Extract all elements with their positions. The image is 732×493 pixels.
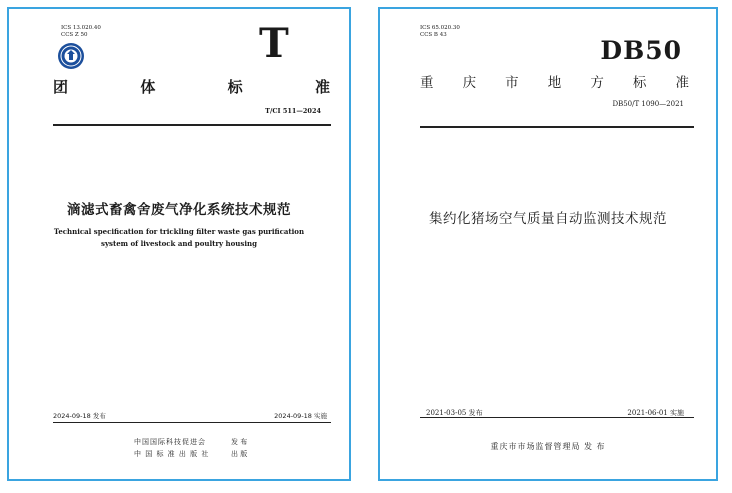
press-name: 中 国 标 准 出 版 社 [134, 450, 210, 458]
ics-code: ICS 65.020.30 [420, 25, 460, 31]
header-divider [420, 126, 694, 128]
implementation-date: 2024-09-18 实施 [274, 412, 327, 420]
issue-date: 2021-03-05 发布 [426, 409, 483, 417]
kind-char: 标 [227, 78, 244, 96]
standard-type-code: DB50 [600, 36, 682, 65]
implementation-date: 2021-06-01 实施 [627, 409, 684, 417]
kind-char: 方 [590, 75, 605, 91]
kind-char: 标 [632, 75, 648, 91]
classification-codes [420, 25, 460, 39]
kind-char: 地 [547, 75, 563, 91]
kind-char: 准 [314, 78, 331, 96]
standard-kind [420, 71, 690, 91]
kind-char: 庆 [462, 75, 478, 91]
group-standard-cover [7, 7, 351, 481]
ccs-code: CCS B 43 [420, 32, 447, 38]
header-divider [53, 124, 331, 126]
local-standard-cover [378, 7, 718, 481]
press-action: 出 版 [231, 450, 248, 458]
classification-codes [61, 25, 101, 39]
publisher-action: 发 布 [231, 438, 248, 446]
kind-char: 准 [675, 75, 690, 91]
footer-divider [420, 417, 694, 418]
standard-code: T/CI 511—2024 [265, 107, 321, 115]
document-title-en: Technical specification for trickling filter waste gas purification system of livestock and poultry housing [53, 227, 305, 248]
document-title-cn: 集约化猪场空气质量自动监测技术规范 [429, 211, 667, 227]
document-title-cn: 滴滤式畜禽舍废气净化系统技术规范 [67, 202, 291, 218]
footer-divider [53, 422, 331, 423]
standard-code: DB50/T 1090—2021 [612, 100, 684, 108]
kind-char: 团 [53, 78, 70, 96]
kind-char: 体 [140, 78, 157, 96]
publisher-name: 中国国际科技促进会 [134, 438, 206, 446]
kind-char: 市 [505, 75, 520, 91]
ccs-code: CCS Z 50 [61, 32, 88, 38]
standard-kind [53, 76, 331, 97]
standards-association-seal-icon [57, 42, 85, 70]
ics-code: ICS 13.020.40 [61, 25, 101, 31]
kind-char: 重 [420, 75, 435, 91]
issue-date: 2024-09-18 发布 [53, 412, 106, 420]
standard-type-letter: T [259, 20, 289, 67]
publisher-name: 重庆市市场监督管理局 发 布 [490, 442, 606, 451]
